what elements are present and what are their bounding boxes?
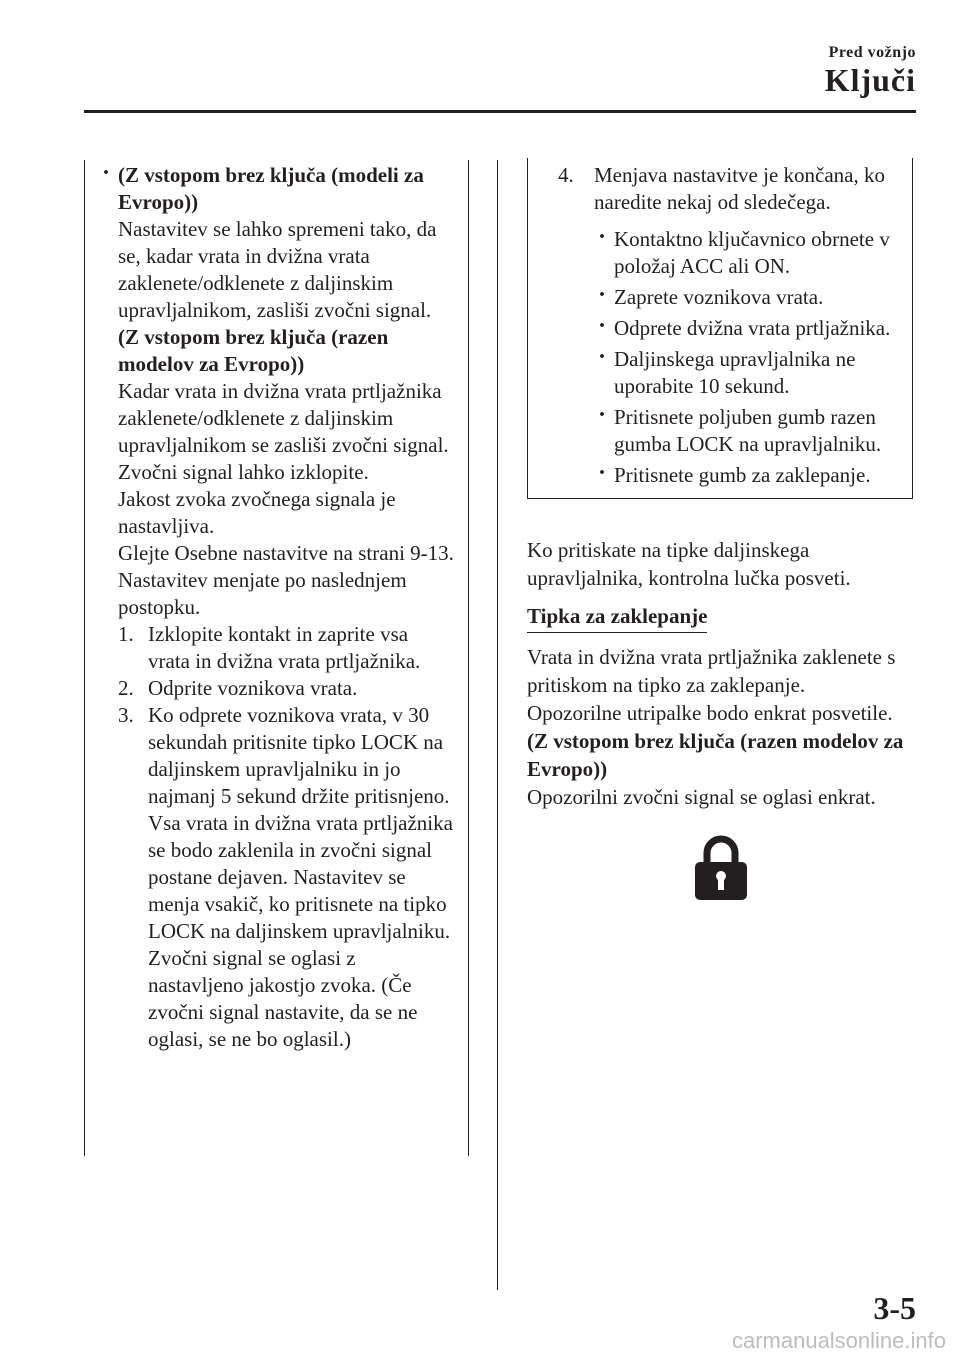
paragraph: Nastavitev menjate po naslednjem postopku.	[118, 568, 407, 619]
paragraph: Jakost zvoka zvočnega signala je nastavljiva.	[118, 487, 396, 538]
page-number: 3-5	[873, 1290, 916, 1326]
step-number: 1.	[118, 622, 134, 646]
heading-non-europe: (Z vstopom brez ključa (razen modelov za Evropo))	[527, 729, 904, 781]
paragraph: Glejte Osebne nastavitve na strani 9-13.	[118, 541, 454, 565]
step-number: 4.	[558, 163, 574, 187]
step-text: Menjava nastavitve je končana, ko naredite nekaj od sledečega.	[594, 163, 885, 214]
step-number: 2.	[118, 676, 134, 700]
left-column	[102, 162, 454, 1053]
step-text: Odprite voznikova vrata.	[148, 676, 358, 700]
paragraph: Opozorilne utripalke bodo enkrat posvetile.	[527, 701, 893, 725]
section-heading-lock-button: Tipka za zaklepanje	[527, 602, 707, 633]
step-4	[558, 162, 908, 216]
list-item: · Daljinskega upravljalnika ne uporabite 10 sekund.	[558, 346, 908, 400]
bullet-heading-europe: · (Z vstopom brez ključa (modeli za Evropo))	[102, 162, 454, 216]
section-label: Pred vožnjo	[828, 44, 916, 61]
paragraph: Ko pritiskate na tipke daljinskega upravljalnika, kontrolna lučka posveti.	[527, 538, 851, 590]
step-3-continuation: Vsa vrata in dvižna vrata prtljažnika se bodo zaklenila in zvočni signal postane dejaven. Nastavitev se menja vsakič, ko pritisnete na tipko LOCK na daljinskem upravljalniku. Zvočni signal se oglasi z nastavljeno jakostjo zvoka. (Če zvočni signal nastavite, da se ne oglasi, se ne bo oglasil.)	[148, 811, 453, 1051]
right-column	[527, 536, 913, 811]
list-item: · Pritisnete gumb za zaklepanje.	[558, 462, 908, 489]
paragraph: Kadar vrata in dvižna vrata prtljažnika zaklenete/odklenete z daljinskim upravljalnikom se zasliši zvočni signal. Zvočni signal lahko izklopite.	[118, 379, 449, 484]
list-item: · Zaprete voznikova vrata.	[558, 284, 908, 311]
list-item: · Kontaktno ključavnico obrnete v položaj ACC ali ON.	[558, 226, 908, 280]
step-text: Ko odprete voznikova vrata, v 30 sekundah pritisnite tipko LOCK na daljinskem upravljalniku in jo najmanj 5 sekund držite pritisnjeno.	[148, 703, 450, 808]
list-item: · Odprete dvižna vrata prtljažnika.	[558, 315, 908, 342]
left-box-border-left	[84, 160, 85, 1156]
list-item: · Pritisnete poljuben gumb razen gumba LOCK na upravljalniku.	[558, 404, 908, 458]
paragraph: Opozorilni zvočni signal se oglasi enkrat.	[527, 785, 876, 809]
paragraph: Nastavitev se lahko spremeni tako, da se, kadar vrata in dvižna vrata zaklenete/odklenete z daljinskim upravljalnikom, zasliši zvočni signal.	[118, 217, 437, 322]
paragraph: Vrata in dvižna vrata prtljažnika zaklenete s pritiskom na tipko za zaklepanje.	[527, 645, 896, 697]
step-1	[102, 621, 454, 675]
lock-icon	[693, 834, 749, 900]
step-3	[102, 702, 454, 810]
header-rule	[84, 110, 916, 113]
page-title: Ključi	[824, 62, 916, 98]
column-divider	[497, 160, 498, 1290]
heading-non-europe: (Z vstopom brez ključa (razen modelov za Evropo))	[118, 325, 389, 376]
step-number: 3.	[118, 703, 134, 727]
left-box-border-right	[468, 160, 469, 1156]
step-text: Izklopite kontakt in zaprite vsa vrata in dvižna vrata prtljažnika.	[148, 622, 421, 673]
step-2	[102, 675, 454, 702]
step-4-content	[558, 162, 908, 489]
watermark: carmanualsonline.info	[731, 1328, 946, 1353]
